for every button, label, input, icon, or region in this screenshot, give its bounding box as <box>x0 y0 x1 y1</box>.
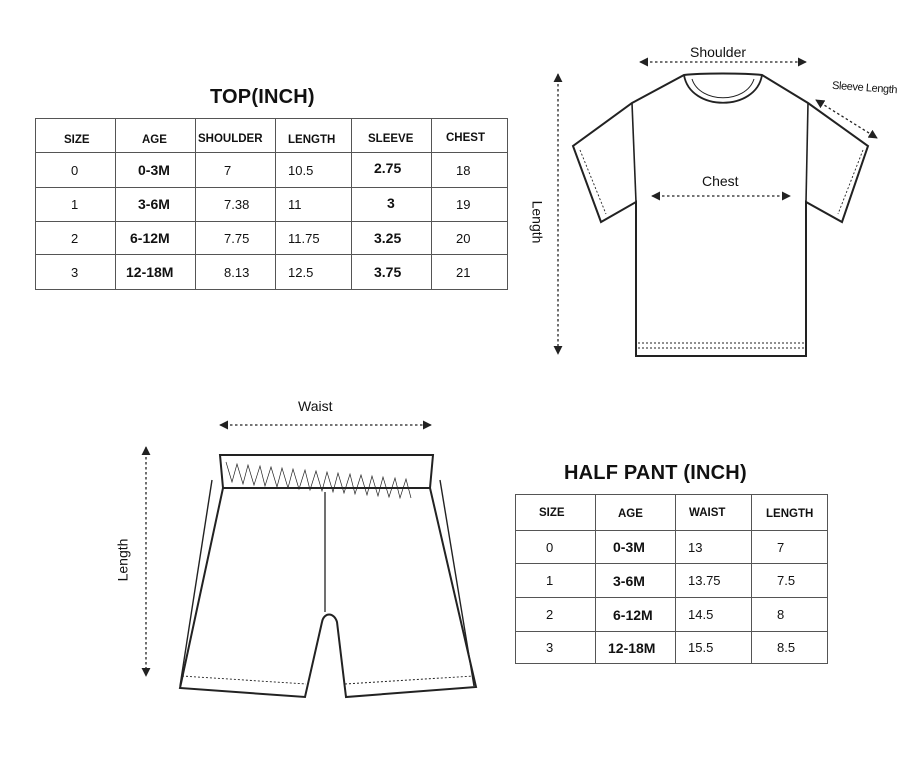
table-cell: 13 <box>676 531 752 564</box>
table-cell: 8 <box>752 598 828 632</box>
table-cell: 1 <box>36 188 116 222</box>
header-cell: CHEST <box>432 119 508 153</box>
table-cell: 2 <box>36 222 116 255</box>
pant-length-label: Length <box>114 538 131 582</box>
table-cell: 0-3M <box>116 153 196 188</box>
table-cell: 3 <box>352 188 432 222</box>
tshirt-measure-arrows <box>558 62 877 354</box>
tshirt-collar <box>684 75 762 103</box>
table-cell: 8.13 <box>196 255 276 290</box>
table-cell: 3-6M <box>596 564 676 598</box>
waistband <box>220 455 433 488</box>
table-cell: 3 <box>36 255 116 290</box>
top-table-title: TOP(INCH) <box>210 86 315 108</box>
table-cell: 0 <box>36 153 116 188</box>
table-cell: 3.75 <box>352 255 432 290</box>
tshirt-diagram <box>573 74 868 357</box>
pant-outline <box>180 488 476 697</box>
waist-label: Waist <box>298 398 333 414</box>
table-cell: 0 <box>516 531 596 564</box>
shoulder-label: Shoulder <box>690 44 747 60</box>
sleeve-length-arrow <box>816 100 877 138</box>
table-cell: 7 <box>196 153 276 188</box>
tshirt-outline <box>573 74 868 357</box>
header-cell: AGE <box>116 119 196 153</box>
table-cell: 18 <box>432 153 508 188</box>
table-cell: 12-18M <box>116 255 196 290</box>
table-cell: 6-12M <box>596 598 676 632</box>
table-cell: 3.25 <box>352 222 432 255</box>
table-cell: 21 <box>432 255 508 290</box>
table-cell: 8.5 <box>752 632 828 664</box>
table-cell: 11.75 <box>276 222 352 255</box>
table-cell: 6-12M <box>116 222 196 255</box>
table-cell: 11 <box>276 188 352 222</box>
table-cell: 15.5 <box>676 632 752 664</box>
table-cell: 14.5 <box>676 598 752 632</box>
table-cell: 7.75 <box>196 222 276 255</box>
header-cell: LENGTH <box>276 119 352 153</box>
table-cell: 20 <box>432 222 508 255</box>
shirt-length-label: Length <box>529 200 546 244</box>
header-cell: SHOULDER <box>196 119 276 153</box>
table-cell: 13.75 <box>676 564 752 598</box>
pant-measure-arrows <box>146 425 431 676</box>
sleeve-length-label: Sleeve Length <box>831 79 898 97</box>
pant-table-title: HALF PANT (INCH) <box>564 462 747 484</box>
chest-label: Chest <box>702 173 739 189</box>
header-cell: SLEEVE <box>352 119 432 153</box>
table-cell: 12.5 <box>276 255 352 290</box>
header-cell: LENGTH <box>752 495 828 531</box>
table-cell: 2.75 <box>352 153 432 188</box>
table-cell: 0-3M <box>596 531 676 564</box>
header-cell: SIZE <box>36 119 116 153</box>
header-cell: SIZE <box>516 495 596 531</box>
table-cell: 10.5 <box>276 153 352 188</box>
table-cell: 19 <box>432 188 508 222</box>
table-cell: 3 <box>516 632 596 664</box>
header-cell: AGE <box>596 495 676 531</box>
table-cell: 2 <box>516 598 596 632</box>
header-cell: WAIST <box>676 495 752 531</box>
table-cell: 7.5 <box>752 564 828 598</box>
table-cell: 7 <box>752 531 828 564</box>
table-cell: 3-6M <box>116 188 196 222</box>
table-cell: 7.38 <box>196 188 276 222</box>
table-cell: 12-18M <box>596 632 676 664</box>
table-cell: 1 <box>516 564 596 598</box>
waistband-gathers <box>226 462 411 498</box>
half-pant-diagram <box>180 455 476 697</box>
